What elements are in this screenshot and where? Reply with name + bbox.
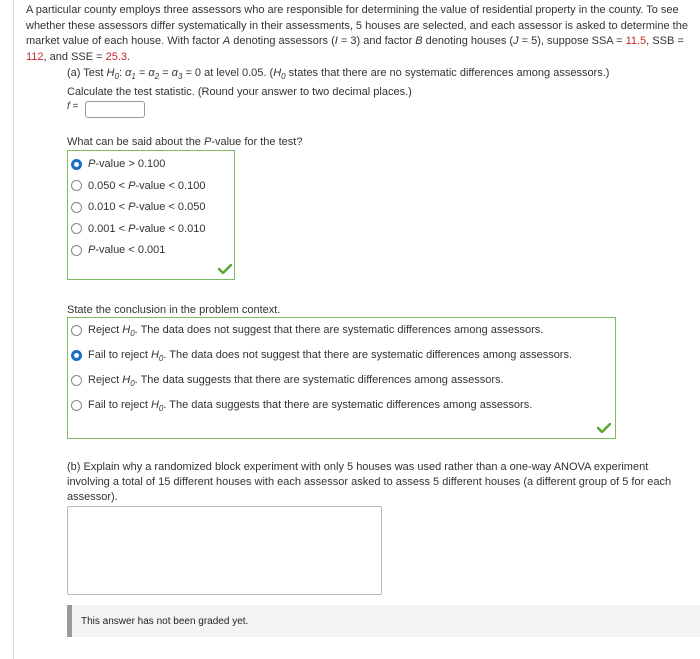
- intro-text-run: I: [334, 35, 338, 48]
- intro-text-run: A: [222, 35, 231, 48]
- intro-text-run: B: [415, 35, 423, 48]
- f-input[interactable]: [85, 101, 145, 118]
- page-left-border: [13, 0, 14, 659]
- hyp-rest: = 0 at level 0.05. (: [185, 67, 274, 79]
- pvalue-option-label: P-value < 0.001: [88, 244, 166, 256]
- conclusion-option-label: Reject $H_0$. The data suggests that there are systematic differences among assessors.: [88, 374, 504, 388]
- f-label: f =: [67, 101, 79, 112]
- radio-button[interactable]: [71, 350, 82, 361]
- pvalue-option[interactable]: [71, 180, 205, 192]
- part-b-question: (b) Explain why a randomized block experiment with only 5 houses was used rather than a one-way ANOVA experiment involving a total of 15 different houses with each assessor asked to assess 5 different houses (a different group of 5 for each assessor).: [67, 461, 672, 503]
- pvalue-option-label: 0.050 < P-value < 0.100: [88, 179, 206, 192]
- intro-text-run: A particular county employs three assessors who are responsible for determining the value of residential property in the county. To see whether these assessors differ systematically in their assessments, 5 houses are selected, and each assessor is asked to determine the market value of each house. With factor: [26, 4, 688, 48]
- intro-text-run: , and SSE =: [43, 50, 106, 63]
- graded-status-text: This answer has not been graded yet.: [81, 616, 249, 627]
- conclusion-option[interactable]: [71, 399, 532, 411]
- radio-button[interactable]: [71, 325, 82, 336]
- pvalue-option[interactable]: [71, 223, 205, 235]
- alpha-3: $\alpha_3$: [171, 67, 183, 81]
- check-icon: [597, 423, 611, 433]
- check-icon: [218, 264, 232, 274]
- conclusion-option-label: Reject $H_0$. The data does not suggest that there are systematic differences among assessors.: [88, 324, 544, 338]
- part-b-answer-textarea[interactable]: [67, 506, 382, 595]
- hyp-subscript: 0: [114, 72, 119, 81]
- conclusion-option[interactable]: [71, 374, 504, 386]
- intro-text-run: 112: [26, 50, 44, 63]
- radio-button[interactable]: [71, 159, 82, 170]
- part-a-instruction: Calculate the test statistic. (Round your answer to two decimal places.): [67, 86, 412, 98]
- intro-text-run: = 5), suppose SSA =: [518, 35, 626, 48]
- radio-button[interactable]: [71, 375, 82, 386]
- part-a-hypothesis: (a) Test $H_0$: $\alpha_1 = \alpha_2 = \alpha_3 = 0$ at level 0.05. ($H_0$ states that there are no systematic differences among assessors.): [67, 67, 610, 81]
- intro-text-run: denoting houses (: [422, 35, 514, 48]
- intro-text-run: , SSB =: [646, 35, 684, 48]
- conclusion-question: State the conclusion in the problem context.: [67, 304, 281, 316]
- radio-button[interactable]: [71, 202, 82, 213]
- intro-text-run: 11.5: [625, 35, 647, 48]
- radio-button[interactable]: [71, 400, 82, 411]
- conclusion-option-label: Fail to reject $H_0$. The data does not suggest that there are systematic differences among assessors.: [88, 349, 573, 363]
- pvalue-question: What can be said about the P-value for the test?: [67, 136, 303, 148]
- intro-text-run: 25.3: [105, 50, 128, 63]
- conclusion-option[interactable]: [71, 324, 543, 336]
- intro-text-run: .: [127, 50, 131, 63]
- pvalue-option[interactable]: [71, 158, 165, 170]
- radio-button[interactable]: [71, 180, 82, 191]
- pvalue-option[interactable]: [71, 244, 165, 256]
- hyp-note: states that there are no systematic differences among assessors.): [288, 67, 610, 79]
- problem-statement: [26, 3, 696, 65]
- radio-button[interactable]: [71, 245, 82, 256]
- radio-button[interactable]: [71, 223, 82, 234]
- alpha-1: $\alpha_1$: [125, 67, 136, 81]
- conclusion-option[interactable]: [71, 349, 572, 361]
- conclusion-option-label: Fail to reject $H_0$. The data suggests that there are systematic differences among assessors.: [88, 399, 533, 413]
- intro-text-run: denoting assessors (: [230, 35, 335, 48]
- alpha-2: $\alpha_2$: [148, 67, 160, 81]
- intro-text-run: = 3) and factor: [337, 35, 416, 48]
- pvalue-option[interactable]: [71, 201, 205, 213]
- pvalue-option-label: 0.010 < P-value < 0.050: [88, 201, 206, 213]
- intro-text-run: J: [513, 35, 519, 48]
- pvalue-option-label: P-value > 0.100: [88, 158, 166, 170]
- pvalue-options-group: [67, 150, 235, 280]
- graded-status-bar: [67, 605, 700, 637]
- conclusion-options-group: [67, 317, 616, 439]
- pvalue-option-label: 0.001 < P-value < 0.010: [88, 222, 206, 235]
- hyp-symbol: H: [106, 67, 115, 79]
- part-a-label: (a) Test: [67, 67, 104, 79]
